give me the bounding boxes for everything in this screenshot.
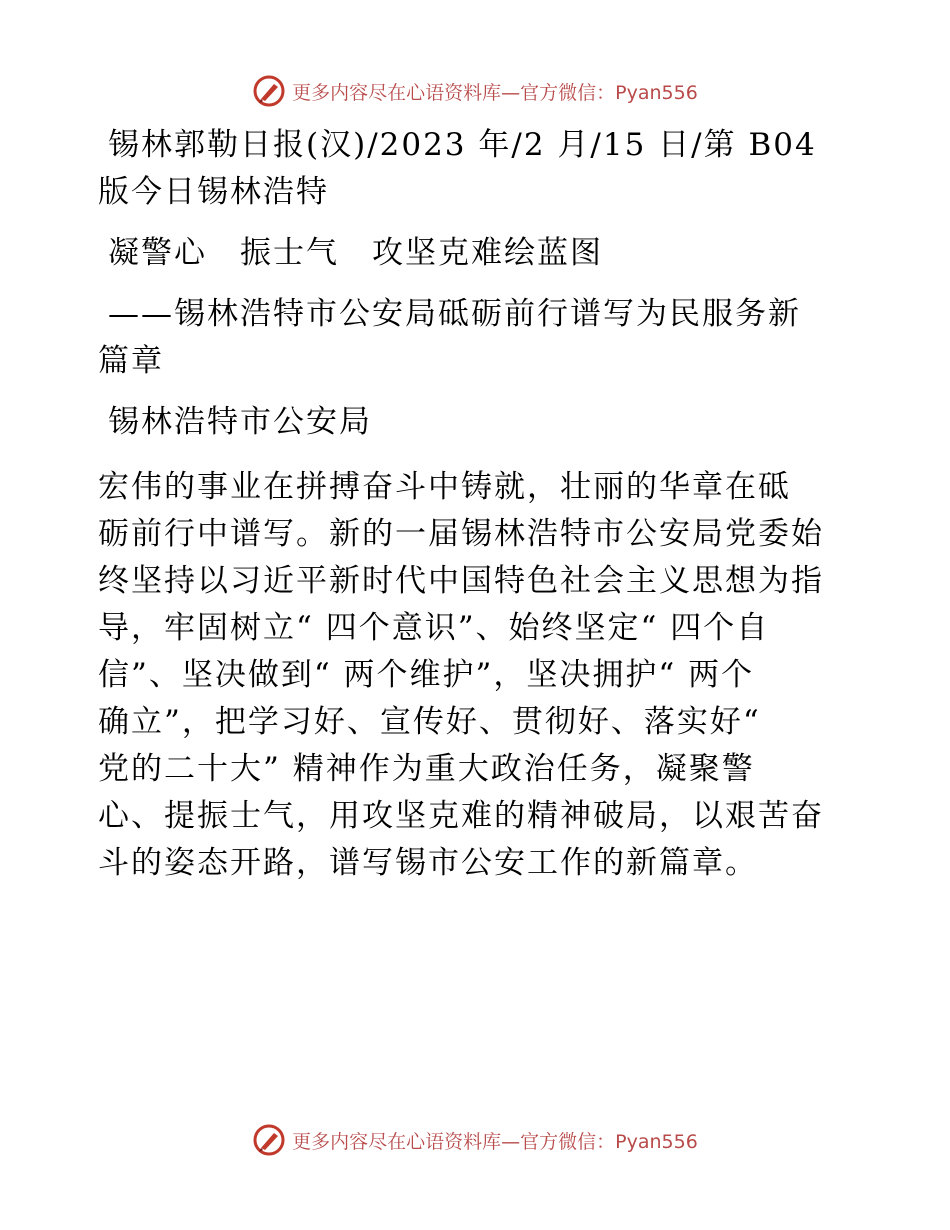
watermark-text	[292, 1127, 698, 1154]
pen-logo-icon	[252, 74, 286, 108]
body-line: 终坚持以习近平新时代中国特色社会主义思想为指	[98, 563, 824, 599]
watermark-text	[292, 78, 698, 105]
watermark-wechat-id: Pyan556	[615, 81, 698, 104]
body-line: 导，牢固树立“ 四个意识”、始终坚定“ 四个自	[98, 610, 770, 646]
watermark-label: 更多内容尽在心语资料库—官方微信：	[292, 81, 616, 104]
body-line: 确立”，把学习好、宣传好、贯彻好、落实好“	[98, 704, 761, 740]
watermark-banner-top	[0, 71, 950, 111]
watermark-label: 更多内容尽在心语资料库—官方微信：	[292, 1130, 616, 1153]
body-line: 信”、坚决做到“ 两个维护”，坚决拥护“ 两个	[98, 657, 755, 693]
body-paragraph	[98, 464, 858, 887]
watermark-banner-bottom	[0, 1120, 950, 1160]
subtitle-line-2: 篇章	[98, 343, 164, 379]
body-line: 斗的姿态开路，谱写锡市公安工作的新篇章。	[98, 845, 758, 881]
watermark-wechat-id: Pyan556	[615, 1130, 698, 1153]
subtitle-line-1: ——锡林浩特市公安局砥砺前行谱写为民服务新	[108, 296, 801, 332]
source-line-1: 锡林郭勒日报(汉)/2023 年/2 月/15 日/第 B04	[108, 127, 817, 163]
body-line: 砺前行中谱写。新的一届锡林浩特市公安局党委始	[98, 516, 824, 552]
author-line: 锡林浩特市公安局	[108, 404, 372, 440]
body-line: 宏伟的事业在拼搏奋斗中铸就，壮丽的华章在砥	[98, 469, 791, 505]
body-line: 心、提振士气，用攻坚克难的精神破局，以艰苦奋	[98, 798, 824, 834]
source-line-2: 版今日锡林浩特	[98, 174, 329, 210]
article	[98, 122, 858, 887]
body-line: 党的二十大” 精神作为重大政治任务，凝聚警	[98, 751, 755, 787]
pen-logo-icon	[252, 1123, 286, 1157]
headline: 凝警心 振士气 攻坚克难绘蓝图	[108, 235, 603, 271]
